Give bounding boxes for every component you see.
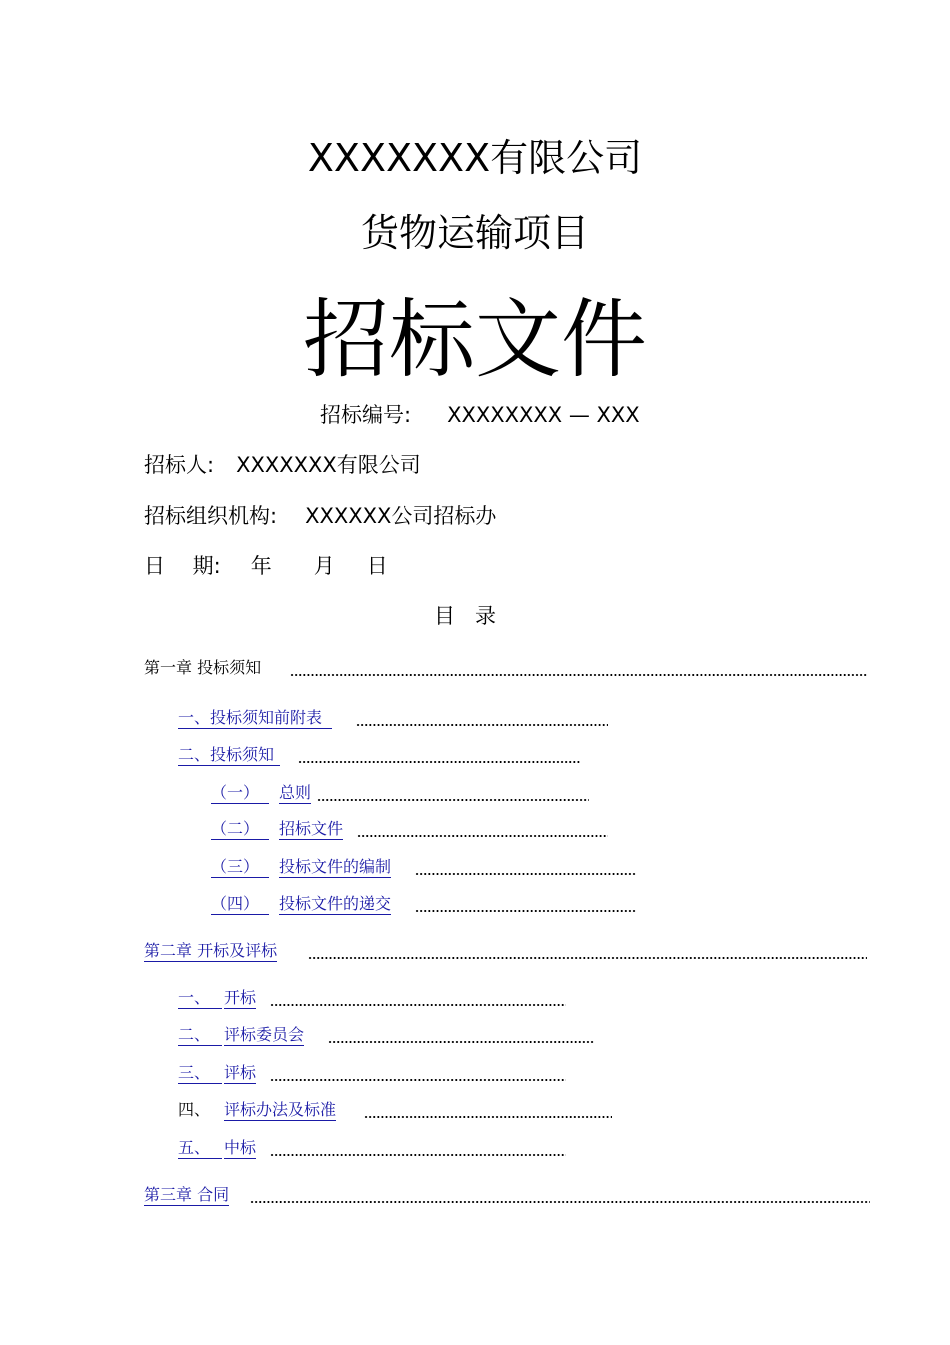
toc-entry-1-2[interactable]: 二、投标须知 bbox=[178, 745, 580, 765]
date-month: 月 bbox=[313, 554, 335, 578]
toc-leader bbox=[415, 873, 636, 875]
toc-leader bbox=[290, 674, 868, 676]
toc-leader bbox=[317, 799, 589, 801]
toc-leader bbox=[328, 1041, 594, 1043]
agency-label: 招标组织机构: bbox=[144, 504, 278, 528]
toc-entry-2-3[interactable]: 三、 评标 bbox=[178, 1063, 566, 1083]
toc-leader bbox=[250, 1201, 870, 1203]
issuer-line bbox=[144, 452, 421, 478]
toc-entry-1-1[interactable]: 一、投标须知前附表 bbox=[178, 708, 608, 728]
toc-entry-chapter-1[interactable]: 第一章 投标须知 bbox=[144, 658, 868, 678]
toc-entry-2-4[interactable]: 四、 评标办法及标准 bbox=[178, 1100, 612, 1120]
date-label: 日 期: bbox=[144, 554, 221, 578]
bid-number-label: 招标编号: bbox=[320, 403, 412, 427]
date-year: 年 bbox=[250, 554, 272, 578]
date-line bbox=[144, 553, 388, 579]
toc-leader bbox=[270, 1154, 566, 1156]
project-name: 货物运输项目 bbox=[360, 211, 589, 255]
document-title: 招标文件 bbox=[303, 290, 647, 390]
toc-entry-chapter-3[interactable]: 第三章 合同 bbox=[144, 1185, 870, 1205]
issuer-value: XXXXXXX有限公司 bbox=[236, 453, 421, 477]
toc-entry-1-2-1[interactable]: （一） 总则 bbox=[211, 783, 589, 803]
bid-number-value: XXXXXXXX — XXX bbox=[447, 403, 640, 427]
toc-entry-2-2[interactable]: 二、 评标委员会 bbox=[178, 1025, 594, 1045]
toc-entry-1-2-4[interactable]: （四） 投标文件的递交 bbox=[211, 894, 636, 914]
toc-title: 目录 bbox=[434, 604, 516, 628]
toc-leader bbox=[270, 1004, 566, 1006]
toc-leader bbox=[357, 835, 608, 837]
toc-leader bbox=[415, 910, 636, 912]
toc-leader bbox=[298, 761, 580, 763]
date-day: 日 bbox=[366, 554, 388, 578]
toc-entry-1-2-3[interactable]: （三） 投标文件的编制 bbox=[211, 857, 636, 877]
agency-value: XXXXXX公司招标办 bbox=[305, 504, 497, 528]
toc-entry-chapter-2[interactable]: 第二章 开标及评标 bbox=[144, 941, 867, 961]
toc-entry-2-5[interactable]: 五、 中标 bbox=[178, 1138, 566, 1158]
issuer-label: 招标人: bbox=[144, 453, 215, 477]
toc-leader bbox=[356, 724, 608, 726]
toc-leader bbox=[308, 957, 867, 959]
bid-number-line bbox=[320, 402, 640, 428]
company-name: XXXXXXX有限公司 bbox=[307, 136, 643, 180]
toc-entry-2-1[interactable]: 一、 开标 bbox=[178, 988, 566, 1008]
toc-entry-1-2-2[interactable]: （二） 招标文件 bbox=[211, 819, 608, 839]
toc-leader bbox=[270, 1079, 566, 1081]
agency-line bbox=[144, 503, 496, 529]
toc-leader bbox=[364, 1116, 612, 1118]
